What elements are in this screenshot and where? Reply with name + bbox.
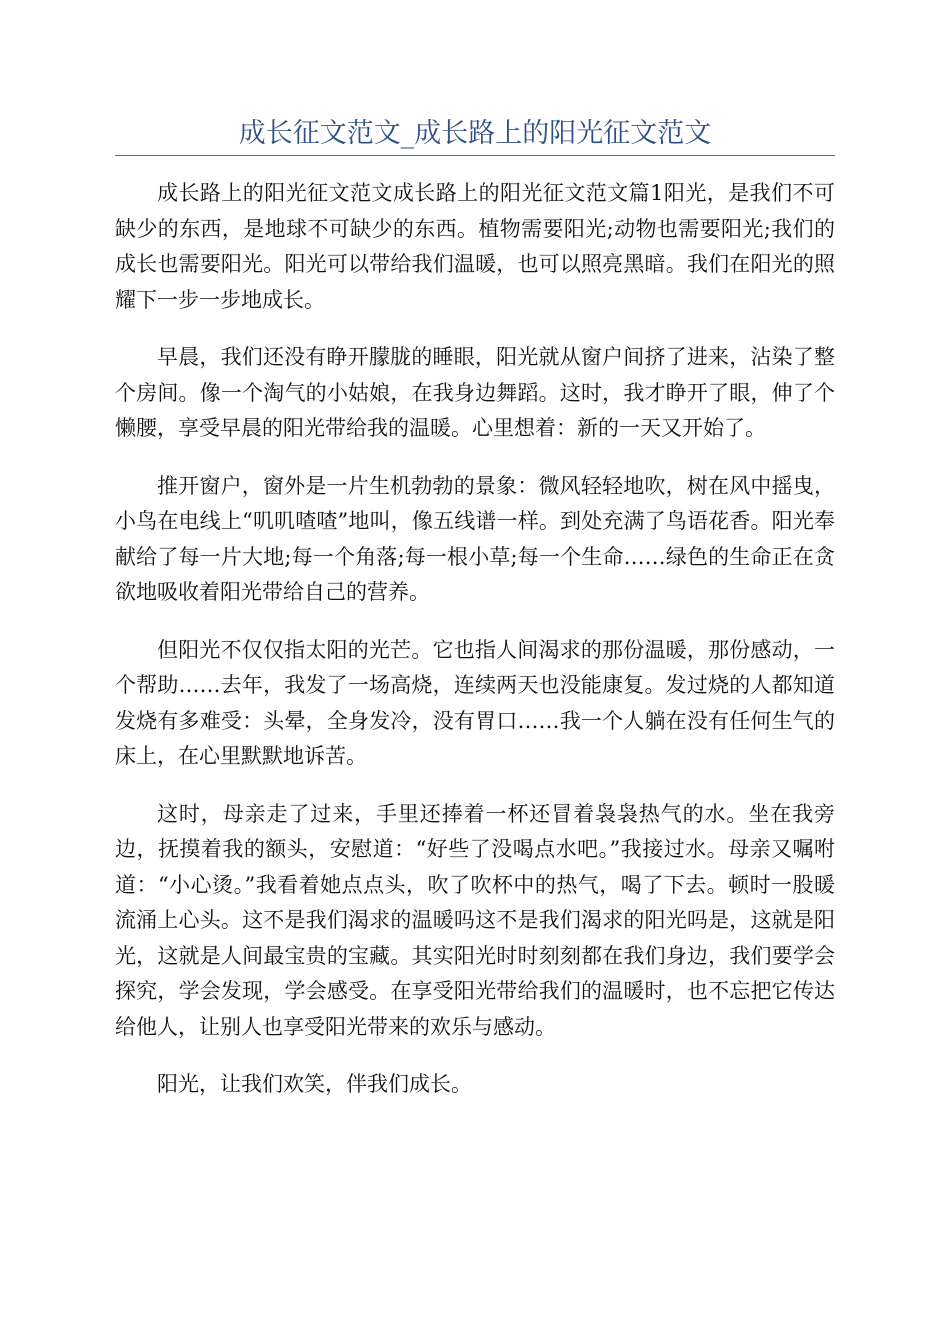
paragraph: 这时，母亲走了过来，手里还捧着一杯还冒着袅袅热气的水。坐在我旁边，抚摸着我的额头，安慰道：“好些了没喝点水吧。”我接过水。母亲又嘱咐道：“小心烫。”我看着她点点头，吹了吹杯中的热气，喝了下去。顿时一股暖流涌上心头。这不是我们渴求的温暖吗这不是我们渴求的阳光吗是，这就是阳光，这就是人间最宝贵的宝藏。其实阳光时时刻刻都在我们身边，我们要学会探究，学会发现，学会感受。在享受阳光带给我们的温暖时，也不忘把它传达给他人，让别人也享受阳光带来的欢乐与感动。 [115,801,835,1039]
paragraph: 早晨，我们还没有睁开朦胧的睡眼，阳光就从窗户间挤了进来，沾染了整个房间。像一个淘气的小姑娘，在我身边舞蹈。这时，我才睁开了眼，伸了个懒腰，享受早晨的阳光带给我的温暖。心里想着：新的一天又开始了。 [115,345,835,440]
article-body [115,176,835,1125]
title-block [115,114,835,156]
paragraph: 阳光，让我们欢笑，伴我们成长。 [157,1072,472,1096]
paragraph: 推开窗户，窗外是一片生机勃勃的景象：微风轻轻地吹，树在风中摇曳，小鸟在电线上“叽叽喳喳”地叫，像五线谱一样。到处充满了鸟语花香。阳光奉献给了每一片大地;每一个角落;每一根小草;每一个生命……绿色的生命正在贪欲地吸收着阳光带给自己的营养。 [115,473,835,604]
paragraph: 成长路上的阳光征文范文成长路上的阳光征文范文篇1阳光，是我们不可缺少的东西，是地球不可缺少的东西。植物需要阳光;动物也需要阳光;我们的成长也需要阳光。阳光可以带给我们温暖，也可以照亮黑暗。我们在阳光的照耀下一步一步地成长。 [115,181,835,312]
paragraph: 但阳光不仅仅指太阳的光芒。它也指人间渴求的那份温暖，那份感动，一个帮助……去年，我发了一场高烧，连续两天也没能康复。发过烧的人都知道发烧有多难受：头晕，全身发冷，没有胃口……我一个人躺在没有任何生气的床上，在心里默默地诉苦。 [115,637,835,768]
page-title: 成长征文范文_成长路上的阳光征文范文 [238,118,712,149]
